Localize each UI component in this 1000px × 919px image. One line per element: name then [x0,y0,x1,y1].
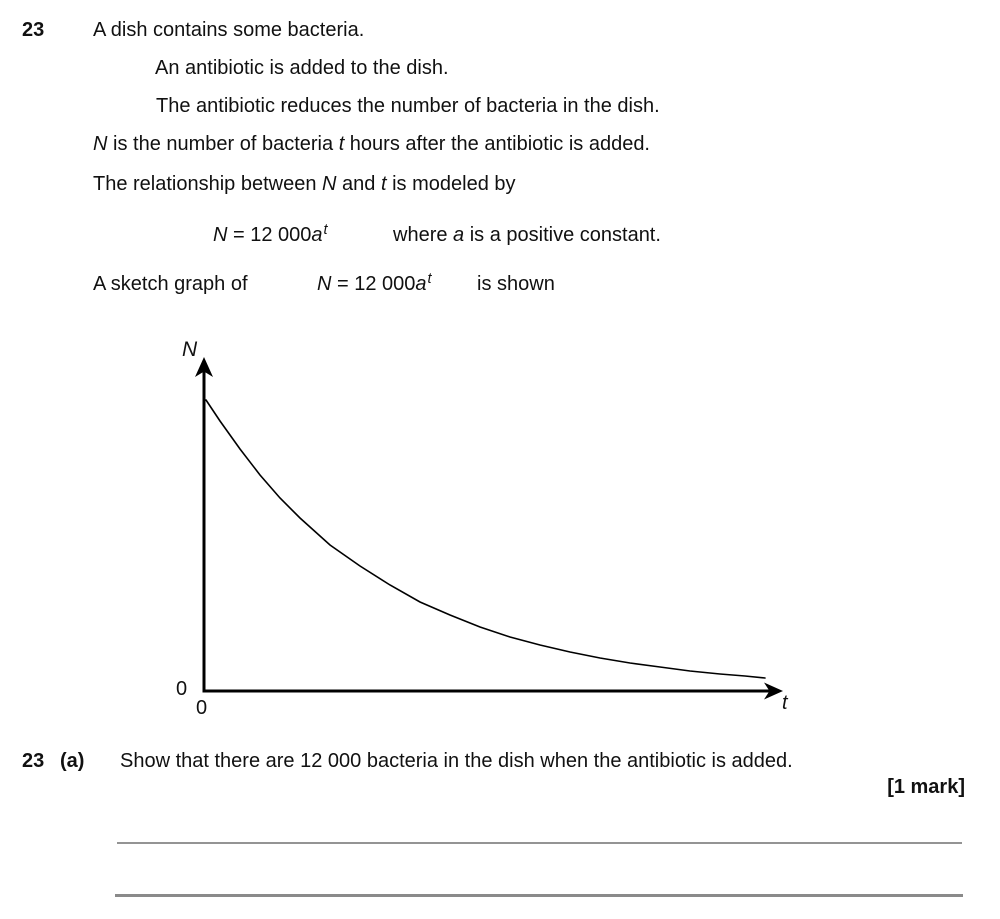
sketch-graph [0,330,800,720]
x-origin-label: 0 [196,697,208,719]
question-number: 23 [22,19,45,41]
marks-badge: [1 mark] [887,776,965,798]
question-line-3: The antibiotic reduces the number of bacteria in the dish. [156,95,660,117]
question-line-2: An antibiotic is added to the dish. [155,57,449,79]
answer-line-2 [115,894,963,897]
part-a-prompt: Show that there are 12 000 bacteria in the dish when the antibiotic is added. [120,750,793,772]
question-line-1: A dish contains some bacteria. [93,19,365,41]
part-a-label: (a) [60,750,85,772]
question-line-4: N is the number of bacteria t hours after the antibiotic is added. [93,133,650,155]
sketch-intro-prefix: A sketch graph of [93,273,248,295]
question-line-5: The relationship between N and t is modeled by [93,173,516,195]
y-origin-label: 0 [176,678,188,700]
x-axis-label: t [782,692,788,714]
decay-curve [206,400,765,678]
formula: N = 12 $000a^t$ [213,221,328,246]
answer-line-1 [117,842,962,844]
formula-repeat: N = 12 $000a^t$ [317,270,432,295]
sketch-intro-suffix: is shown [477,273,555,295]
formula-condition: where a is a positive constant. [393,224,661,246]
y-axis-label: N [182,338,198,361]
part-a-question-number: 23 [22,750,45,772]
